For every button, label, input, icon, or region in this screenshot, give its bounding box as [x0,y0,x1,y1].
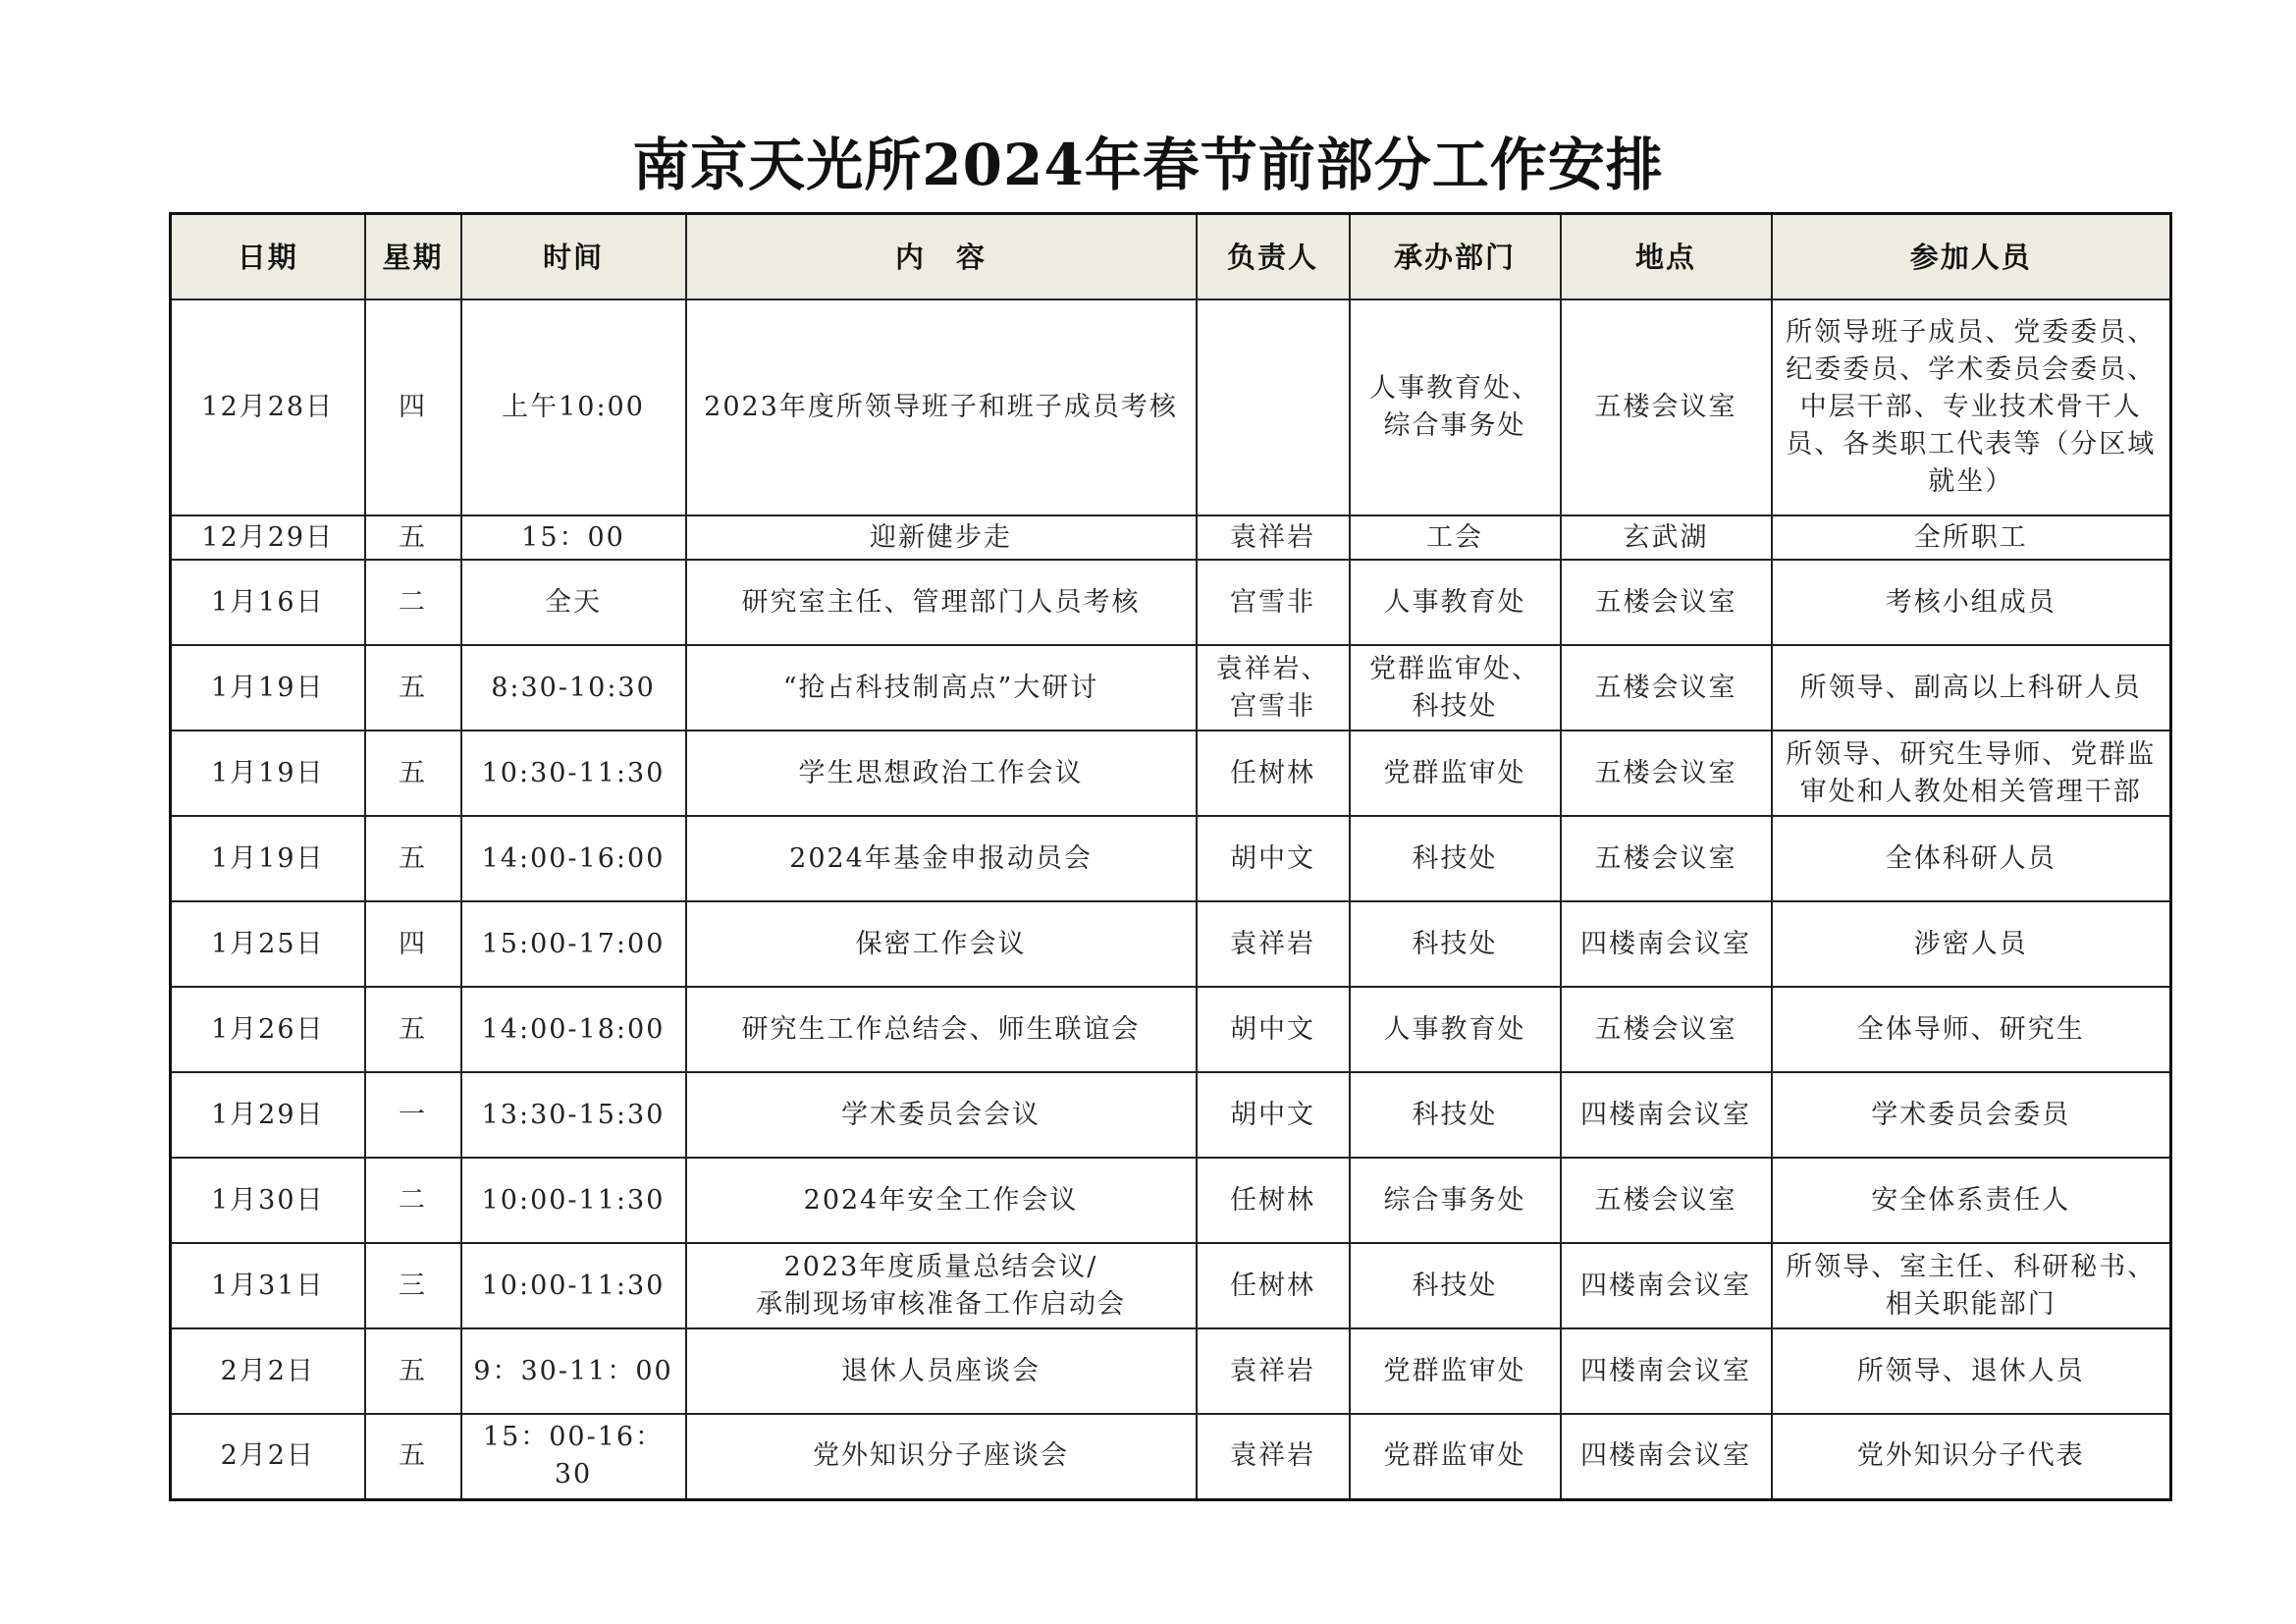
cell-attendees: 学术委员会委员 [1772,1072,2171,1158]
cell-time: 上午10:00 [461,299,686,515]
cell-time: 10:00-11:30 [461,1243,686,1328]
cell-weekday: 五 [365,515,461,560]
cell-weekday: 四 [365,299,461,515]
cell-attendees: 考核小组成员 [1772,560,2171,645]
cell-dept: 党群监审处 [1350,731,1561,816]
column-header-attendees: 参加人员 [1772,214,2171,300]
cell-weekday: 二 [365,560,461,645]
cell-date: 12月29日 [171,515,365,560]
cell-weekday: 五 [365,1414,461,1499]
cell-weekday: 五 [365,987,461,1072]
cell-content: 2024年基金申报动员会 [686,816,1197,901]
cell-time: 10:30-11:30 [461,731,686,816]
table-row [171,515,2171,560]
cell-weekday: 一 [365,1072,461,1158]
cell-attendees: 全体科研人员 [1772,816,2171,901]
cell-time: 15：00-16：30 [461,1414,686,1499]
table-body [171,299,2171,1499]
cell-content: 迎新健步走 [686,515,1197,560]
column-header-dept: 承办部门 [1350,214,1561,300]
table-row [171,987,2171,1072]
cell-place: 五楼会议室 [1561,645,1772,731]
cell-time: 10:00-11:30 [461,1158,686,1243]
cell-owner: 宫雪非 [1197,560,1350,645]
table-row [171,1072,2171,1158]
cell-content: 2024年安全工作会议 [686,1158,1197,1243]
cell-owner: 袁祥岩 [1197,1414,1350,1499]
cell-owner [1197,299,1350,515]
cell-dept: 工会 [1350,515,1561,560]
cell-attendees: 所领导、研究生导师、党群监审处和人教处相关管理干部 [1772,731,2171,816]
cell-owner: 袁祥岩 [1197,515,1350,560]
table-row [171,560,2171,645]
cell-place: 四楼南会议室 [1561,1328,1772,1414]
cell-weekday: 五 [365,645,461,731]
cell-attendees: 所领导、退休人员 [1772,1328,2171,1414]
cell-owner: 任树林 [1197,1243,1350,1328]
cell-time: 9：30-11：00 [461,1328,686,1414]
cell-content: 2023年度所领导班子和班子成员考核 [686,299,1197,515]
cell-owner: 胡中文 [1197,1072,1350,1158]
cell-time: 15：00 [461,515,686,560]
cell-dept: 党群监审处 [1350,1328,1561,1414]
cell-date: 2月2日 [171,1328,365,1414]
cell-attendees: 涉密人员 [1772,901,2171,987]
cell-attendees: 安全体系责任人 [1772,1158,2171,1243]
cell-weekday: 五 [365,1328,461,1414]
cell-content: 退休人员座谈会 [686,1328,1197,1414]
cell-attendees: 所领导、室主任、科研秘书、相关职能部门 [1772,1243,2171,1328]
cell-place: 五楼会议室 [1561,987,1772,1072]
cell-dept: 科技处 [1350,816,1561,901]
cell-weekday: 二 [365,1158,461,1243]
cell-dept: 科技处 [1350,1072,1561,1158]
cell-place: 四楼南会议室 [1561,901,1772,987]
cell-dept: 人事教育处、 综合事务处 [1350,299,1561,515]
cell-content: 党外知识分子座谈会 [686,1414,1197,1499]
cell-attendees: 所领导、副高以上科研人员 [1772,645,2171,731]
cell-place: 五楼会议室 [1561,731,1772,816]
cell-owner: 任树林 [1197,731,1350,816]
cell-dept: 人事教育处 [1350,987,1561,1072]
table-row [171,1243,2171,1328]
cell-attendees: 党外知识分子代表 [1772,1414,2171,1499]
schedule-table [169,212,2172,1501]
cell-weekday: 四 [365,901,461,987]
cell-owner: 袁祥岩、 宫雪非 [1197,645,1350,731]
cell-weekday: 三 [365,1243,461,1328]
cell-dept: 党群监审处 [1350,1414,1561,1499]
cell-owner: 胡中文 [1197,987,1350,1072]
cell-date: 1月29日 [171,1072,365,1158]
cell-date: 1月26日 [171,987,365,1072]
cell-dept: 党群监审处、 科技处 [1350,645,1561,731]
cell-dept: 科技处 [1350,1243,1561,1328]
cell-time: 8:30-10:30 [461,645,686,731]
cell-date: 1月19日 [171,731,365,816]
cell-owner: 任树林 [1197,1158,1350,1243]
cell-owner: 袁祥岩 [1197,901,1350,987]
cell-place: 五楼会议室 [1561,560,1772,645]
cell-place: 五楼会议室 [1561,816,1772,901]
cell-dept: 人事教育处 [1350,560,1561,645]
cell-time: 13:30-15:30 [461,1072,686,1158]
cell-content: 学生思想政治工作会议 [686,731,1197,816]
table-row [171,816,2171,901]
cell-place: 四楼南会议室 [1561,1072,1772,1158]
table-header-row [171,214,2171,300]
cell-dept: 综合事务处 [1350,1158,1561,1243]
cell-date: 1月19日 [171,645,365,731]
table-row [171,1414,2171,1499]
cell-place: 四楼南会议室 [1561,1414,1772,1499]
column-header-content: 内 容 [686,214,1197,300]
cell-dept: 科技处 [1350,901,1561,987]
cell-weekday: 五 [365,731,461,816]
cell-content: 2023年度质量总结会议/ 承制现场审核准备工作启动会 [686,1243,1197,1328]
cell-content: 研究室主任、管理部门人员考核 [686,560,1197,645]
cell-content: “抢占科技制高点”大研讨 [686,645,1197,731]
cell-date: 1月30日 [171,1158,365,1243]
table-row [171,731,2171,816]
cell-owner: 袁祥岩 [1197,1328,1350,1414]
table-row [171,1328,2171,1414]
cell-content: 学术委员会会议 [686,1072,1197,1158]
column-header-time: 时间 [461,214,686,300]
cell-content: 保密工作会议 [686,901,1197,987]
cell-attendees: 全体导师、研究生 [1772,987,2171,1072]
column-header-owner: 负责人 [1197,214,1350,300]
cell-attendees: 所领导班子成员、党委委员、纪委委员、学术委员会委员、中层干部、专业技术骨干人员、各类职工代表等（分区域就坐） [1772,299,2171,515]
cell-time: 14:00-18:00 [461,987,686,1072]
column-header-weekday: 星期 [365,214,461,300]
cell-place: 四楼南会议室 [1561,1243,1772,1328]
cell-weekday: 五 [365,816,461,901]
table-row [171,645,2171,731]
table-row [171,901,2171,987]
page-title: 南京天光所2024年春节前部分工作安排 [632,132,1664,198]
cell-time: 15:00-17:00 [461,901,686,987]
cell-date: 1月25日 [171,901,365,987]
cell-date: 12月28日 [171,299,365,515]
cell-time: 14:00-16:00 [461,816,686,901]
cell-place: 五楼会议室 [1561,1158,1772,1243]
cell-content: 研究生工作总结会、师生联谊会 [686,987,1197,1072]
cell-date: 1月19日 [171,816,365,901]
cell-date: 2月2日 [171,1414,365,1499]
cell-owner: 胡中文 [1197,816,1350,901]
cell-attendees: 全所职工 [1772,515,2171,560]
column-header-place: 地点 [1561,214,1772,300]
cell-time: 全天 [461,560,686,645]
cell-place: 五楼会议室 [1561,299,1772,515]
cell-date: 1月31日 [171,1243,365,1328]
cell-place: 玄武湖 [1561,515,1772,560]
column-header-date: 日期 [171,214,365,300]
table-row [171,1158,2171,1243]
cell-date: 1月16日 [171,560,365,645]
table-row [171,299,2171,515]
